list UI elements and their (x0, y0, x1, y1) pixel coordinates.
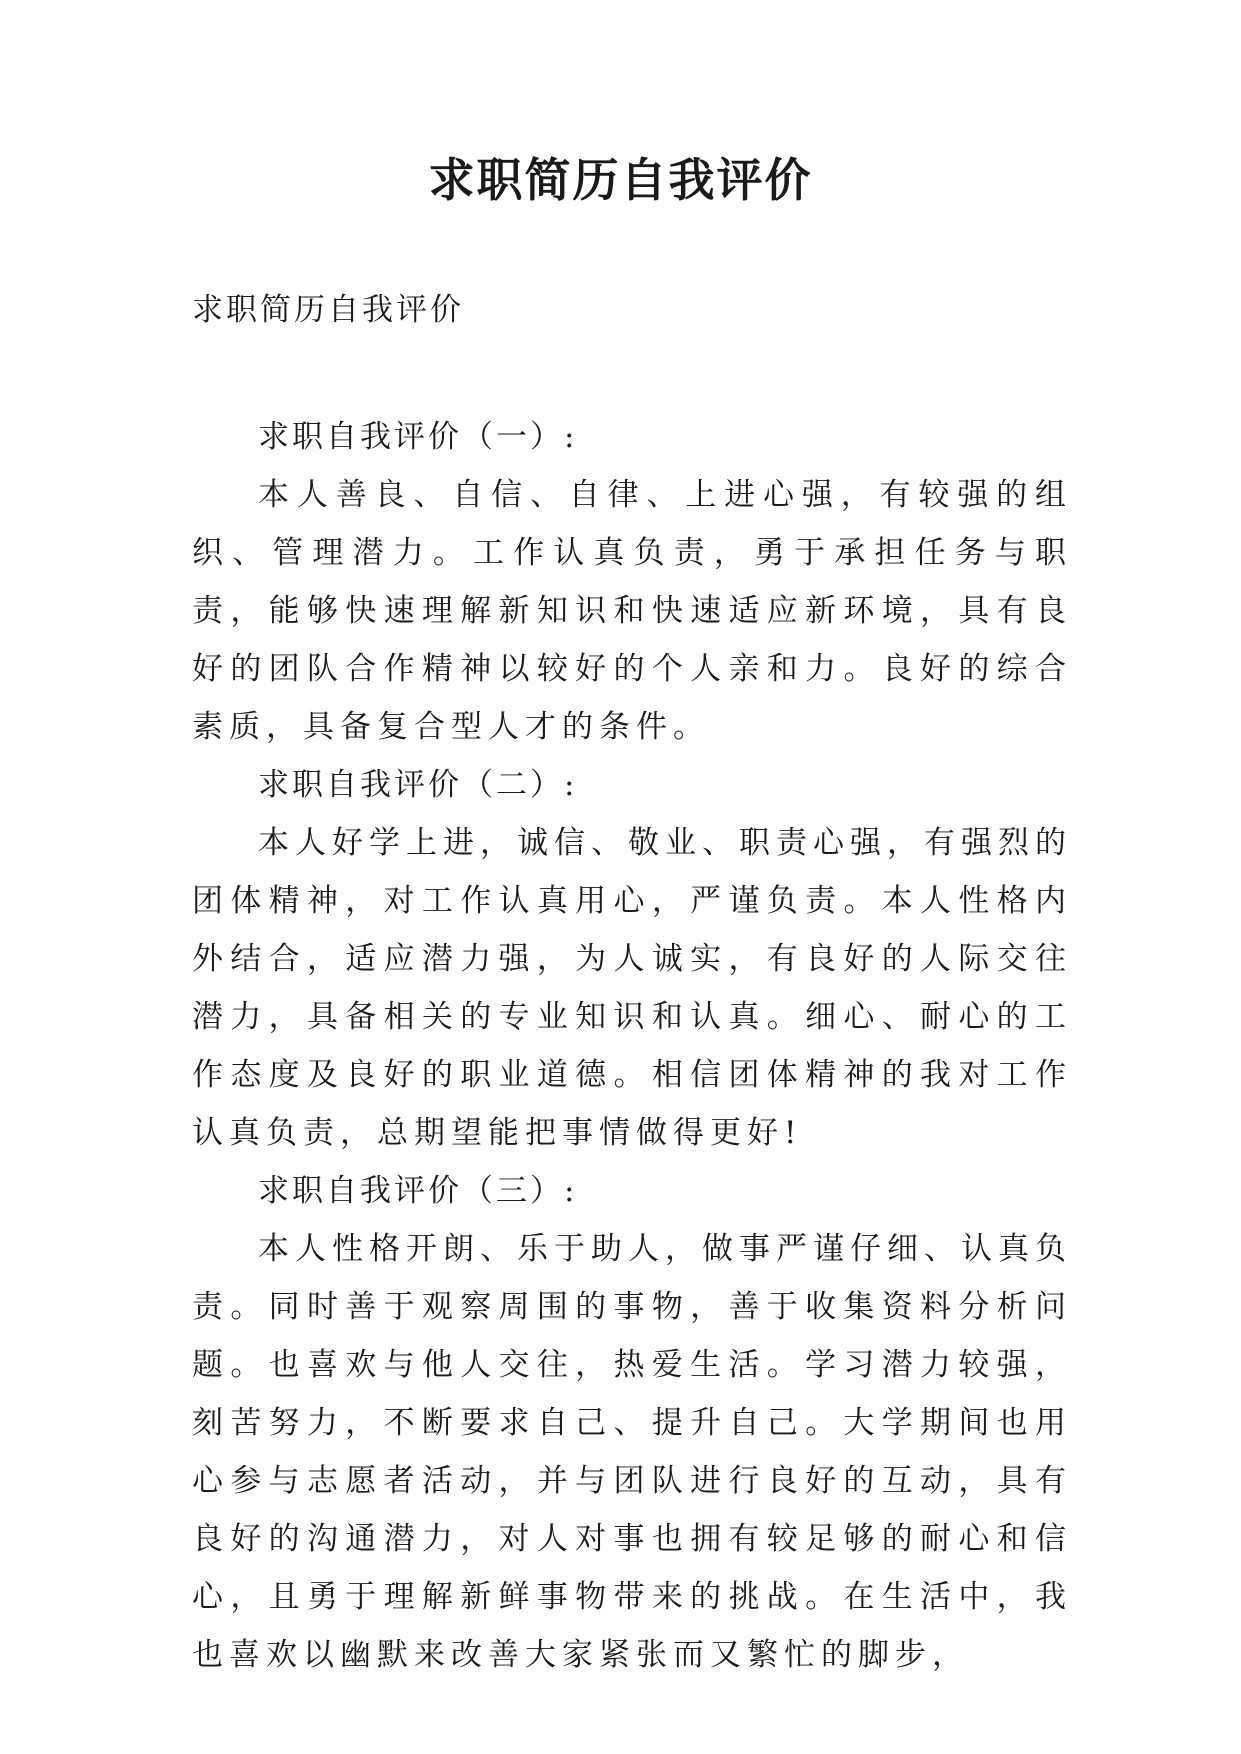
section-heading-2: 求职自我评价（二）: (258, 767, 578, 803)
document-body (192, 408, 1072, 1684)
document-title: 求职简历自我评价 (428, 153, 813, 207)
document-subtitle: 求职简历自我评价 (192, 292, 464, 328)
section-paragraph-2: 本人好学上进，诚信、敬业、职责心强，有强烈的团体精神，对工作认真用心，严谨负责。本人性格内外结合，适应潜力强，为人诚实，有良好的人际交往潜力，具备相关的专业知识和认真。细心、耐心的工作态度及良好的职业道德。相信团体精神的我对工作认真负责，总期望能把事情做得更好! (192, 825, 1072, 1151)
section-heading-3: 求职自我评价（三）: (258, 1173, 578, 1209)
section-paragraph-1: 本人善良、自信、自律、上进心强，有较强的组织、管理潜力。工作认真负责，勇于承担任务与职责，能够快速理解新知识和快速适应新环境，具有良好的团队合作精神以较好的个人亲和力。良好的综合素质，具备复合型人才的条件。 (192, 477, 1072, 745)
section-paragraph-3: 本人性格开朗、乐于助人，做事严谨仔细、认真负责。同时善于观察周围的事物，善于收集资料分析问题。也喜欢与他人交往，热爱生活。学习潜力较强，刻苦努力，不断要求自己、提升自己。大学期间也用心参与志愿者活动，并与团队进行良好的互动，具有良好的沟通潜力，对人对事也拥有较足够的耐心和信心，且勇于理解新鲜事物带来的挑战。在生活中，我也喜欢以幽默来改善大家紧张而又繁忙的脚步， (192, 1231, 1072, 1673)
section-heading-1: 求职自我评价（一）: (258, 419, 578, 455)
